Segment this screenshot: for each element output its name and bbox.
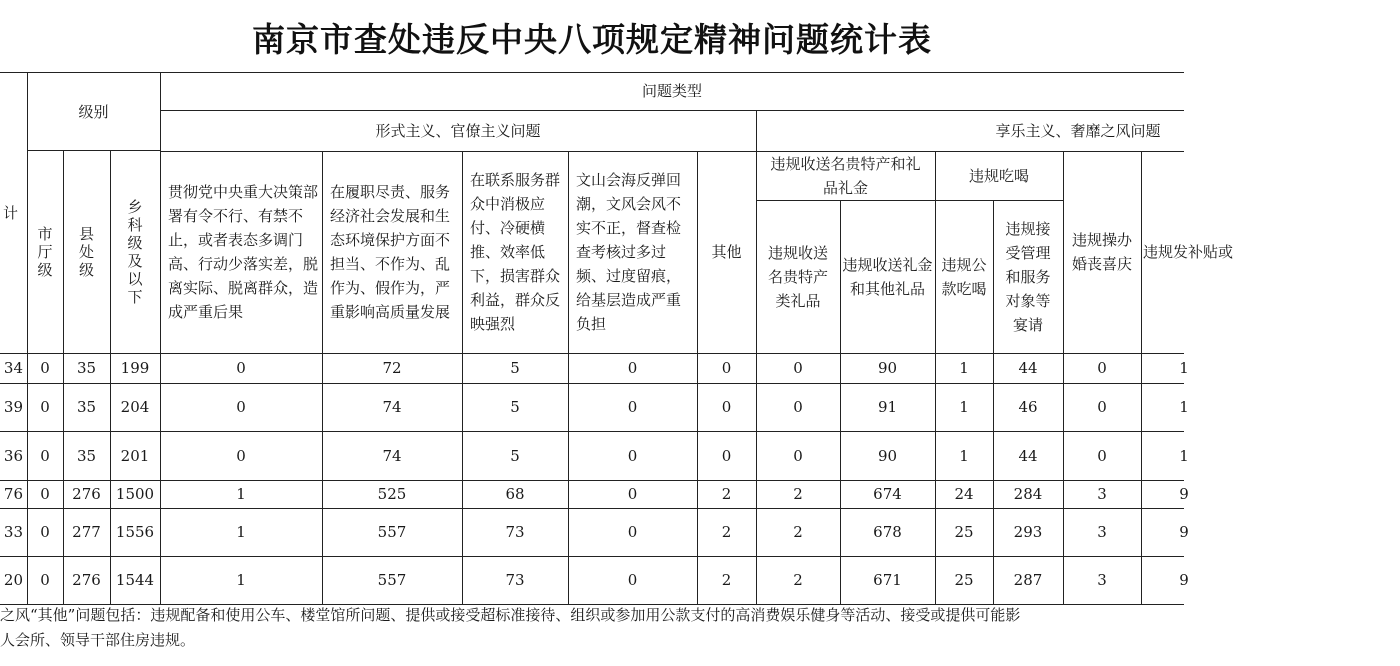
table-cell: 5 [510,446,520,465]
table-cell: 9 [1179,523,1189,541]
table-cell: 1500 [115,485,155,503]
table-cell: 3 [1097,571,1107,589]
table-cell: 293 [1013,523,1043,541]
table-cell: 5 [510,359,520,377]
table-cell: 0 [627,359,638,377]
table-cell: 0 [1097,398,1107,416]
table-cell: 1 [236,571,246,589]
page-title: 南京市查处违反中央八项规定精神问题统计表 [252,20,932,59]
header-formalism-1: 贯彻党中央重大决策部署有令不行、有禁不止，或者表态多调门高、行动少落实差，脱离实际、脱离群众，造成严重后果 [168,183,319,321]
header-formalism-2: 在履职尽责、服务经济社会发展和生态环境保护方面不担当、不作为、乱作为、假作为，严重影响高质量发展 [330,183,451,321]
table-cell: 0 [236,398,246,416]
header-formalism-other: 其他 [711,243,742,261]
table-cell: 0 [627,485,638,503]
table-cell: 0 [40,359,50,377]
table-cell: 0 [627,571,638,589]
table-cell: 0 [1097,359,1107,377]
table-cell: 3 [1097,485,1107,503]
table-cell: 0 [236,446,246,465]
table-cell: 25 [954,523,974,541]
table-cell: 0 [40,485,50,503]
table-cell: 674 [873,485,902,503]
table-cell: 73 [505,523,525,541]
table-cell: 525 [377,485,407,503]
table-cell: 2 [793,571,803,589]
table-cell: 1556 [115,523,155,541]
table-cell: 68 [505,485,525,503]
table-cell: 0 [1097,446,1107,465]
header-gift-specialty: 违规收送名贵特产类礼品 [767,243,828,310]
table-cell: 1 [959,398,969,416]
header-total: 计 [2,203,18,222]
table-cell: 0 [793,359,803,377]
footnote-line-1: 之风“其他”问题包括：违规配备和使用公车、楼堂馆所问题、提供或接受超标准接待、组织或参加用公款支付的高消费娱乐健身等活动、接受或提供可能影 [0,606,1021,624]
table-cell: 0 [40,398,50,416]
table-cell: 0 [793,446,803,465]
header-eat-banquet: 违规接受管理和服务对象等宴请 [1005,219,1051,334]
table-cell: 1 [236,485,246,503]
table-cell: 5 [510,398,520,416]
table-cell: 1 [1179,398,1189,416]
table-cell: 91 [877,398,898,416]
table-cell: 72 [382,359,402,377]
header-city-level [27,151,63,353]
table-cell: 35 [76,398,97,416]
header-township-level-text: 乡科级及以下 [127,198,143,306]
table-cell: 1544 [115,571,155,589]
table-cell: 0 [793,398,803,416]
table-cell: 0 [236,359,246,377]
table-cell: 34 [3,359,23,377]
table-cell: 9 [1179,571,1189,589]
header-hedonism: 享乐主义、奢靡之风问题 [995,121,1161,140]
header-county-level [63,151,110,353]
table-cell: 0 [40,446,50,465]
table-cell: 199 [120,359,150,377]
table-cell: 90 [877,359,898,377]
table-cell: 1 [236,523,246,541]
table-cell: 0 [627,398,638,416]
header-wedding: 违规操办婚丧喜庆 [1071,231,1132,273]
header-level: 级别 [78,102,109,121]
table-cell: 0 [721,446,732,465]
table-cell: 0 [721,398,732,416]
header-eat-group: 违规吃喝 [968,166,1029,185]
table-cell: 90 [877,446,898,465]
table-cell: 284 [1013,485,1043,503]
table-cell: 2 [721,571,732,589]
table-cell: 36 [3,446,23,465]
table-cell: 671 [873,571,902,589]
table-cell: 35 [76,446,97,465]
table-cell: 3 [1097,523,1107,541]
table-cell: 35 [76,359,97,377]
header-gift-group: 违规收送名贵特产和礼品礼金 [770,154,921,197]
header-eat-public: 违规公款吃喝 [941,255,987,298]
footnote-line-2: 人会所、领导干部住房违规。 [0,631,196,649]
table-cell: 25 [954,571,974,589]
table-cell: 44 [1018,359,1038,377]
header-formalism-3: 在联系服务群众中消极应付、冷硬横推、效率低下，损害群众利益，群众反映强烈 [470,171,561,333]
header-township-level [110,151,160,353]
table-cell: 0 [721,359,732,377]
table-cell: 287 [1013,571,1043,589]
header-gift-money: 违规收送礼金和其他礼品 [842,255,933,298]
table-cell: 39 [3,398,23,416]
table-cell: 0 [627,523,638,541]
table-cell: 204 [120,398,150,416]
header-formalism-4: 文山会海反弹回潮，文风会风不实不正，督查检查考核过多过频、过度留痕，给基层造成严重负担 [576,171,682,333]
table-cell: 1 [959,446,969,465]
table-cell: 2 [793,485,803,503]
table-cell: 557 [377,523,407,541]
table-cell: 0 [40,523,50,541]
table-cell: 73 [505,571,525,589]
header-subsidy: 违规发补贴或 [1143,243,1234,261]
header-problem-type: 问题类型 [641,82,702,100]
table-cell: 46 [1018,398,1038,416]
table-cell: 0 [627,446,638,465]
table-cell: 2 [721,523,732,541]
table-cell: 0 [40,571,50,589]
table-cell: 201 [120,446,150,465]
table-cell: 277 [72,523,101,541]
table-cell: 678 [873,523,902,541]
table-cell: 44 [1018,446,1038,465]
table-cell: 557 [377,571,407,589]
table-cell: 74 [382,446,402,465]
table-cell: 2 [793,523,803,541]
table-cell: 276 [72,485,101,503]
table-cell: 20 [3,571,23,589]
table-cell: 9 [1179,485,1189,503]
table-cell: 24 [954,485,974,503]
table-cell: 2 [721,485,732,503]
table-cell: 276 [72,571,101,589]
table-cell: 1 [1179,359,1189,377]
header-city-level-text: 市厅级 [37,225,53,279]
header-formalism: 形式主义、官僚主义问题 [375,121,541,140]
table-cell: 76 [3,485,23,503]
table-cell: 74 [382,398,402,416]
table-cell: 1 [1179,446,1189,465]
table-cell: 1 [959,359,969,377]
header-county-level-text: 县处级 [78,225,94,279]
table-cell: 33 [3,523,23,541]
